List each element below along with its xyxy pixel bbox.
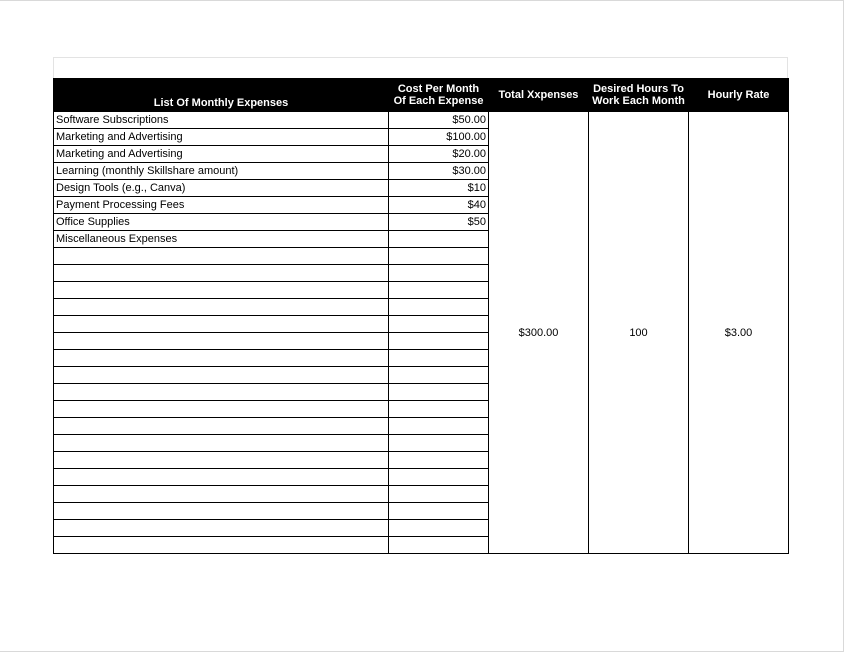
hourly-rate-cell[interactable]: $3.00	[689, 112, 789, 554]
header-expenses[interactable]: List Of Monthly Expenses	[54, 79, 389, 112]
expense-cost-cell[interactable]	[389, 248, 489, 265]
expense-name-cell[interactable]	[54, 350, 389, 367]
expense-sheet	[53, 57, 788, 554]
expense-cost-cell[interactable]: $40	[389, 197, 489, 214]
expense-table	[53, 78, 789, 554]
expense-name-cell[interactable]: Marketing and Advertising	[54, 129, 389, 146]
expense-name-cell[interactable]	[54, 248, 389, 265]
expense-cost-cell[interactable]	[389, 452, 489, 469]
desired-hours-cell[interactable]: 100	[589, 112, 689, 554]
expense-name-cell[interactable]: Marketing and Advertising	[54, 146, 389, 163]
expense-name-cell[interactable]	[54, 503, 389, 520]
expense-cost-cell[interactable]	[389, 401, 489, 418]
expense-name-cell[interactable]	[54, 418, 389, 435]
expense-name-cell[interactable]	[54, 537, 389, 554]
expense-cost-cell[interactable]	[389, 282, 489, 299]
expense-cost-cell[interactable]: $100.00	[389, 129, 489, 146]
expense-name-cell[interactable]	[54, 367, 389, 384]
expense-name-cell[interactable]	[54, 486, 389, 503]
expense-name-cell[interactable]: Miscellaneous Expenses	[54, 231, 389, 248]
header-total[interactable]: Total Xxpenses	[489, 79, 589, 112]
expense-cost-cell[interactable]: $30.00	[389, 163, 489, 180]
expense-cost-cell[interactable]	[389, 486, 489, 503]
expense-cost-cell[interactable]	[389, 367, 489, 384]
expense-name-cell[interactable]	[54, 401, 389, 418]
expense-cost-cell[interactable]: $20.00	[389, 146, 489, 163]
header-cost[interactable]: Cost Per Month Of Each Expense	[389, 79, 489, 112]
expense-cost-cell[interactable]	[389, 265, 489, 282]
header-rate[interactable]: Hourly Rate	[689, 79, 789, 112]
expense-cost-cell[interactable]: $10	[389, 180, 489, 197]
expense-name-cell[interactable]	[54, 452, 389, 469]
expense-name-cell[interactable]	[54, 316, 389, 333]
expense-name-cell[interactable]	[54, 435, 389, 452]
expense-name-cell[interactable]: Learning (monthly Skillshare amount)	[54, 163, 389, 180]
expense-name-cell[interactable]	[54, 469, 389, 486]
expense-name-cell[interactable]	[54, 333, 389, 350]
expense-cost-cell[interactable]	[389, 299, 489, 316]
expense-cost-cell[interactable]	[389, 231, 489, 248]
expense-name-cell[interactable]	[54, 265, 389, 282]
expense-name-cell[interactable]	[54, 299, 389, 316]
expense-cost-cell[interactable]: $50.00	[389, 112, 489, 129]
expense-cost-cell[interactable]	[389, 520, 489, 537]
expense-name-cell[interactable]: Design Tools (e.g., Canva)	[54, 180, 389, 197]
expense-cost-cell[interactable]	[389, 333, 489, 350]
expense-cost-cell[interactable]	[389, 418, 489, 435]
total-expenses-cell[interactable]: $300.00	[489, 112, 589, 554]
expense-cost-cell[interactable]	[389, 350, 489, 367]
expense-cost-cell[interactable]	[389, 384, 489, 401]
expense-name-cell[interactable]: Office Supplies	[54, 214, 389, 231]
expense-name-cell[interactable]	[54, 282, 389, 299]
blank-header-row	[53, 57, 788, 78]
expense-cost-cell[interactable]: $50	[389, 214, 489, 231]
expense-cost-cell[interactable]	[389, 503, 489, 520]
expense-name-cell[interactable]: Payment Processing Fees	[54, 197, 389, 214]
expense-cost-cell[interactable]	[389, 316, 489, 333]
header-row	[54, 79, 789, 112]
table-row	[54, 112, 789, 129]
expense-cost-cell[interactable]	[389, 537, 489, 554]
expense-name-cell[interactable]	[54, 520, 389, 537]
expense-cost-cell[interactable]	[389, 435, 489, 452]
header-hours[interactable]: Desired Hours To Work Each Month	[589, 79, 689, 112]
expense-cost-cell[interactable]	[389, 469, 489, 486]
expense-name-cell[interactable]	[54, 384, 389, 401]
expense-name-cell[interactable]: Software Subscriptions	[54, 112, 389, 129]
